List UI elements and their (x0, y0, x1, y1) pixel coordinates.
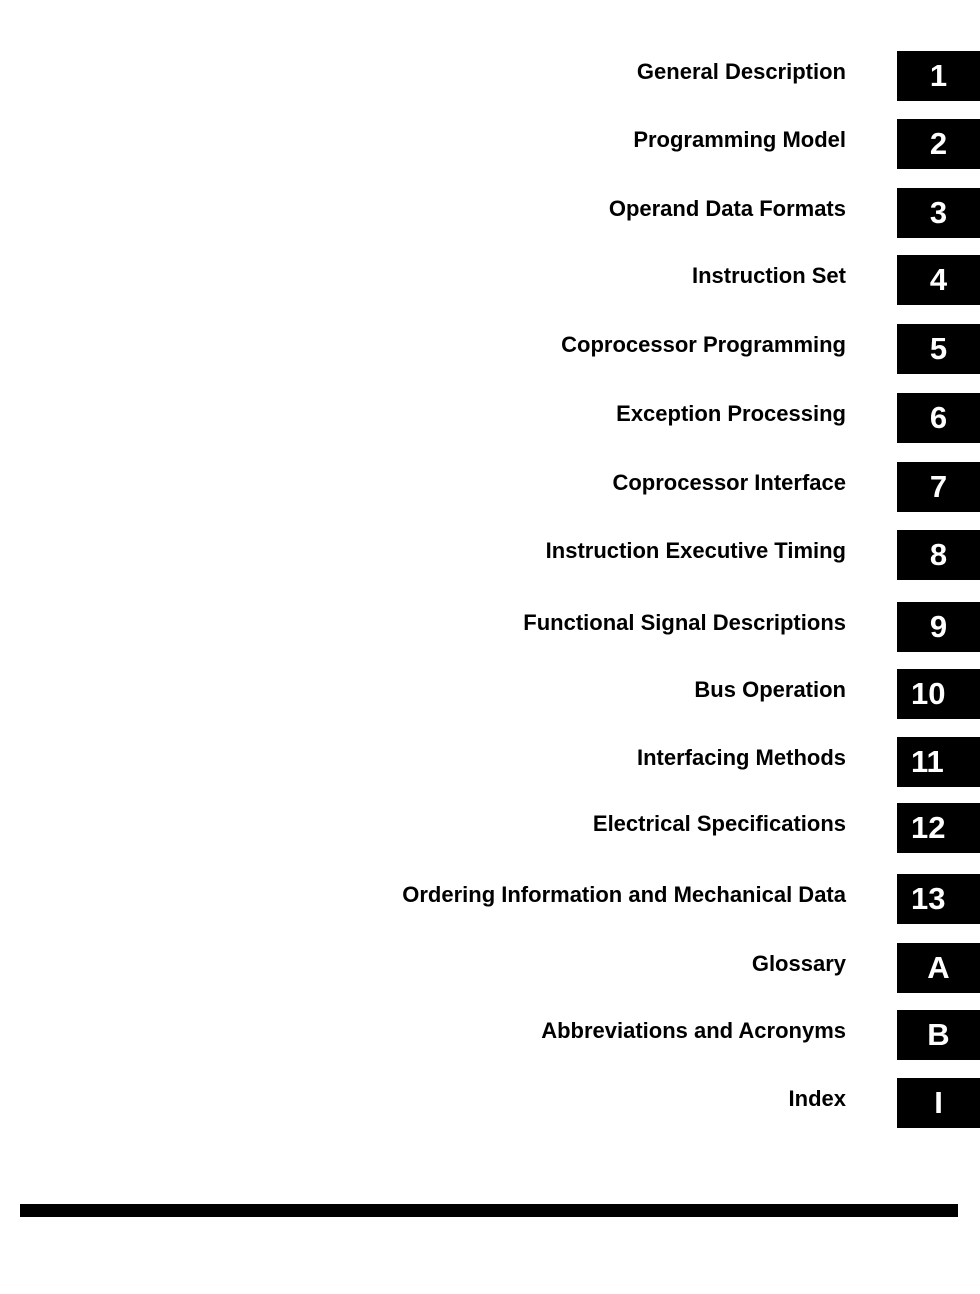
toc-entry-label[interactable]: Bus Operation (694, 677, 846, 702)
toc-entry-electrical-specifications[interactable] (0, 803, 980, 853)
toc-entry-general-description[interactable] (0, 51, 980, 101)
toc-entry-functional-signal-descriptions[interactable] (0, 602, 980, 652)
chapter-tab-6[interactable]: 6 (897, 393, 980, 443)
toc-entry-instruction-set[interactable] (0, 255, 980, 305)
toc-entry-label[interactable]: Abbreviations and Acronyms (541, 1018, 846, 1043)
chapter-tab-4[interactable]: 4 (897, 255, 980, 305)
toc-entry-label[interactable]: Interfacing Methods (636, 745, 846, 770)
toc-entry-instruction-executive-timing[interactable] (0, 530, 980, 580)
toc-entry-label[interactable]: Coprocessor Programming (561, 332, 846, 357)
toc-entry-abbreviations[interactable] (0, 1010, 980, 1060)
toc-entry-label[interactable]: Programming Model (633, 127, 846, 152)
chapter-tab-12[interactable]: 12 (897, 803, 980, 853)
index-tab[interactable]: I (897, 1078, 980, 1128)
toc-entry-label[interactable]: General Description (636, 59, 846, 84)
toc-entry-label[interactable]: Index (788, 1086, 846, 1111)
appendix-tab-b[interactable]: B (897, 1010, 980, 1060)
toc-entry-coprocessor-interface[interactable] (0, 462, 980, 512)
toc-entry-label[interactable]: Ordering Information and Mechanical Data (402, 882, 846, 907)
chapter-tab-1[interactable]: 1 (897, 51, 980, 101)
chapter-tab-9[interactable]: 9 (897, 602, 980, 652)
chapter-tab-10[interactable]: 10 (897, 669, 980, 719)
toc-entry-bus-operation[interactable] (0, 669, 980, 719)
chapter-tab-5[interactable]: 5 (897, 324, 980, 374)
toc-entry-coprocessor-programming[interactable] (0, 324, 980, 374)
toc-entry-interfacing-methods[interactable] (0, 737, 980, 787)
toc-entry-operand-data-formats[interactable] (0, 188, 980, 238)
chapter-tab-13[interactable]: 13 (897, 874, 980, 924)
toc-entry-label[interactable]: Operand Data Formats (608, 196, 846, 221)
toc-entry-label[interactable]: Functional Signal Descriptions (523, 610, 846, 635)
chapter-tab-11[interactable]: 11 (897, 737, 980, 787)
chapter-tab-2[interactable]: 2 (897, 119, 980, 169)
chapter-tab-3[interactable]: 3 (897, 188, 980, 238)
toc-entry-label[interactable]: Exception Processing (616, 401, 846, 426)
toc-entry-ordering-information[interactable] (0, 874, 980, 924)
toc-entry-label[interactable]: Instruction Set (691, 263, 846, 288)
toc-entry-programming-model[interactable] (0, 119, 980, 169)
toc-entry-label[interactable]: Glossary (751, 951, 846, 976)
toc-entry-label[interactable]: Electrical Specifications (592, 811, 846, 836)
bottom-rule-divider (20, 1204, 958, 1217)
toc-entry-index[interactable] (0, 1078, 980, 1128)
appendix-tab-a[interactable]: A (897, 943, 980, 993)
toc-entry-label[interactable]: Instruction Executive Timing (545, 538, 846, 563)
toc-entry-exception-processing[interactable] (0, 393, 980, 443)
toc-entry-glossary[interactable] (0, 943, 980, 993)
chapter-tab-8[interactable]: 8 (897, 530, 980, 580)
chapter-tab-7[interactable]: 7 (897, 462, 980, 512)
toc-entry-label[interactable]: Coprocessor Interface (612, 470, 846, 495)
